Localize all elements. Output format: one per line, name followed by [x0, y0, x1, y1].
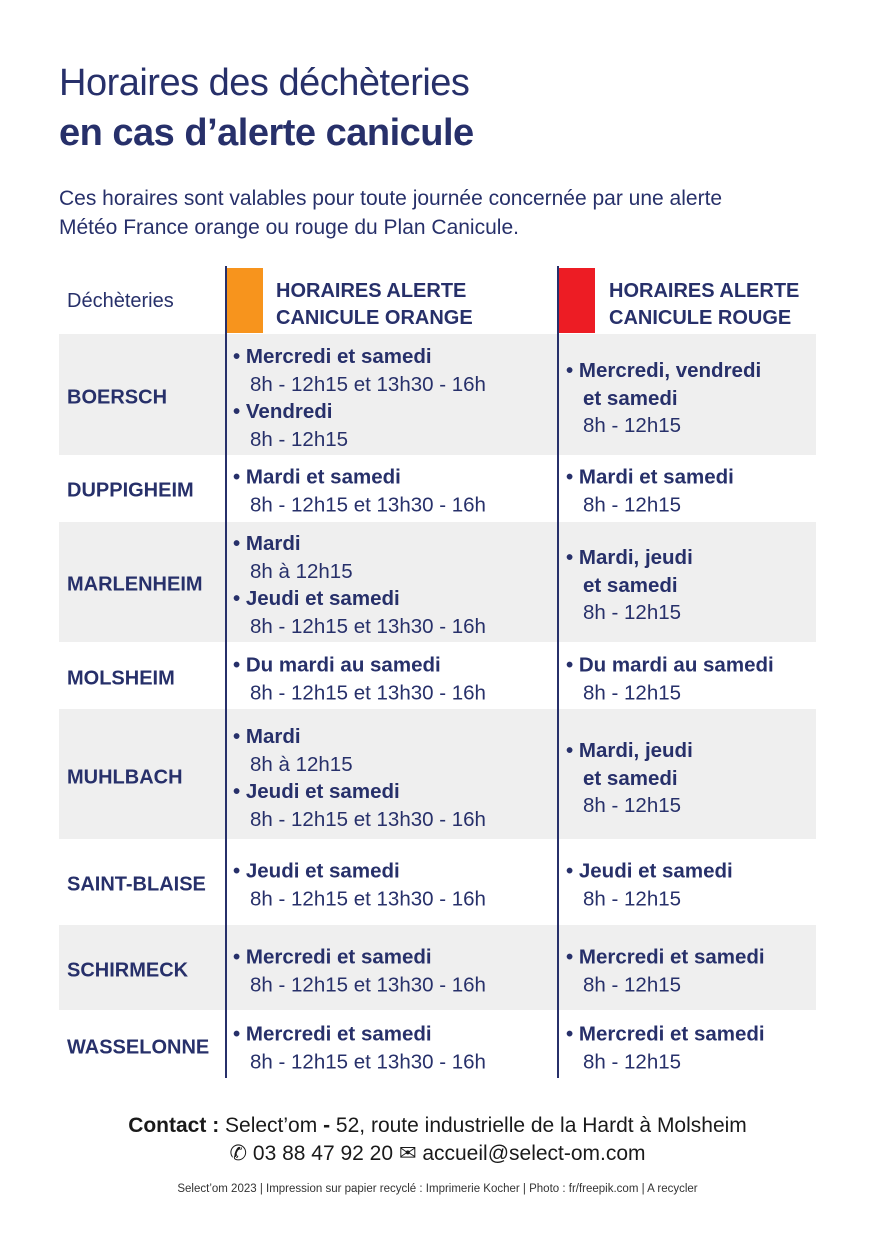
- contact-phone[interactable]: 03 88 47 92 20: [252, 1142, 394, 1165]
- table-row: [59, 709, 816, 839]
- schedule-hours: 8h - 12h15: [583, 681, 682, 704]
- page-title-line1: Horaires des déchèteries: [59, 62, 470, 104]
- column-divider: [557, 266, 559, 1078]
- schedule-hours: 8h - 12h15: [583, 793, 682, 817]
- schedule-cell-red: [566, 944, 765, 999]
- dechetterie-name: WASSELONNE: [67, 1036, 210, 1059]
- schedule-days: et samedi: [583, 386, 678, 410]
- schedule-cell-red: [566, 1021, 765, 1076]
- schedule-hours: 8h - 12h15: [583, 600, 682, 624]
- schedule-hours: 8h - 12h15: [250, 427, 349, 451]
- header-line: CANICULE ROUGE: [609, 307, 792, 329]
- schedule-cell-orange: [233, 1021, 486, 1076]
- table-row: [59, 1011, 816, 1077]
- schedule-cell-red: [566, 858, 733, 913]
- dechetterie-name: MOLSHEIM: [67, 667, 175, 690]
- intro-text: [59, 184, 819, 242]
- schedule-hours: 8h - 12h15 et 13h30 - 16h: [250, 887, 486, 910]
- schedule-hours: 8h - 12h15: [583, 887, 682, 910]
- contact-email[interactable]: accueil@select-om.com: [422, 1142, 646, 1165]
- schedule-cell-orange: [233, 652, 486, 707]
- column-label-dechetteries: Déchèteries: [67, 290, 174, 312]
- schedule-days: • Mardi, jeudi: [566, 737, 693, 765]
- schedule-days: • Mardi: [233, 530, 486, 558]
- header-line: HORAIRES ALERTE: [276, 280, 467, 302]
- header-line: HORAIRES ALERTE: [609, 280, 800, 302]
- schedule-days: • Du mardi au samedi: [566, 652, 774, 680]
- schedule-hours: 8h - 12h15 et 13h30 - 16h: [250, 681, 486, 704]
- schedule-cell-orange: [233, 723, 486, 833]
- schedule-hours: 8h - 12h15: [583, 973, 682, 996]
- schedule-days: • Mardi et samedi: [566, 464, 734, 492]
- red-alert-swatch: [559, 268, 595, 333]
- header-line: CANICULE ORANGE: [276, 307, 473, 329]
- dechetterie-name: DUPPIGHEIM: [67, 479, 194, 502]
- envelope-icon: ✉: [398, 1142, 417, 1165]
- contact-company: Select’om: [225, 1114, 318, 1137]
- table-row: [59, 522, 816, 642]
- schedule-cell-orange: [233, 530, 486, 640]
- schedule-cell-orange: [233, 464, 486, 519]
- schedule-cell-red: [566, 652, 774, 707]
- table-row: [59, 456, 816, 521]
- schedule-hours: 8h - 12h15 et 13h30 - 16h: [250, 807, 486, 831]
- schedule-cell-red: [566, 544, 693, 627]
- schedule-hours: 8h - 12h15 et 13h30 - 16h: [250, 1050, 486, 1073]
- schedule-hours: 8h - 12h15: [583, 1050, 682, 1073]
- schedule-days: • Jeudi et samedi: [233, 585, 486, 613]
- column-header-orange: [276, 278, 473, 332]
- schedule-days: • Mardi et samedi: [233, 464, 486, 492]
- contact-line: [0, 1112, 875, 1140]
- schedule-days: et samedi: [583, 766, 678, 790]
- schedule-cell-red: [566, 357, 761, 440]
- column-divider: [225, 266, 227, 1078]
- schedule-hours: 8h à 12h15: [250, 752, 353, 776]
- footer-credits: Select’om 2023 | Impression sur papier recyclé : Imprimerie Kocher | Photo : fr/freepik.com | A recycler: [177, 1183, 698, 1195]
- schedule-days: • Jeudi et samedi: [566, 858, 733, 886]
- dechetterie-name: MUHLBACH: [67, 766, 183, 789]
- schedule-days: • Mercredi, vendredi: [566, 357, 761, 385]
- contact-line: [0, 1140, 875, 1168]
- schedule-cell-red: [566, 464, 734, 519]
- schedule-days: • Mercredi et samedi: [566, 944, 765, 972]
- dechetterie-name: SCHIRMECK: [67, 959, 189, 982]
- intro-line: Ces horaires sont valables pour toute journée concernée par une alerte: [59, 187, 723, 210]
- schedule-days: • Mardi, jeudi: [566, 544, 693, 572]
- table-row: [59, 840, 816, 924]
- phone-icon: ✆: [229, 1142, 248, 1165]
- dechetterie-name: SAINT-BLAISE: [67, 873, 206, 896]
- schedule-days: • Du mardi au samedi: [233, 652, 486, 680]
- schedule-cell-orange: [233, 343, 486, 453]
- contact-address: 52, route industrielle de la Hardt à Molsheim: [335, 1114, 747, 1137]
- column-header-red: [609, 278, 799, 332]
- schedule-days: et samedi: [583, 573, 678, 597]
- schedule-hours: 8h - 12h15 et 13h30 - 16h: [250, 372, 486, 396]
- schedule-cell-orange: [233, 944, 486, 999]
- schedule-hours: 8h - 12h15: [583, 493, 682, 516]
- table-row: [59, 925, 816, 1010]
- schedule-hours: 8h - 12h15 et 13h30 - 16h: [250, 973, 486, 996]
- dechetterie-name: BOERSCH: [67, 386, 168, 409]
- schedule-hours: 8h à 12h15: [250, 559, 353, 583]
- schedule-hours: 8h - 12h15 et 13h30 - 16h: [250, 614, 486, 638]
- schedule-days: • Mardi: [233, 723, 486, 751]
- schedule-days: • Mercredi et samedi: [233, 944, 486, 972]
- schedule-hours: 8h - 12h15 et 13h30 - 16h: [250, 493, 486, 516]
- contact-block: [0, 1112, 875, 1168]
- schedule-days: • Jeudi et samedi: [233, 858, 486, 886]
- table-row: [59, 643, 816, 708]
- schedule-hours: 8h - 12h15: [583, 413, 682, 437]
- schedule-days: • Mercredi et samedi: [233, 343, 486, 371]
- page-title-line2: en cas d’alerte canicule: [59, 112, 474, 154]
- schedule-cell-red: [566, 737, 693, 820]
- table-header: [59, 266, 816, 333]
- schedule-days: • Mercredi et samedi: [233, 1021, 486, 1049]
- contact-label: Contact :: [128, 1114, 220, 1137]
- schedule-days: • Jeudi et samedi: [233, 778, 486, 806]
- intro-line: Météo France orange ou rouge du Plan Canicule.: [59, 216, 519, 239]
- contact-separator: -: [323, 1114, 331, 1137]
- table-row: [59, 334, 816, 455]
- orange-alert-swatch: [227, 268, 263, 333]
- dechetterie-name: MARLENHEIM: [67, 573, 203, 596]
- schedule-days: • Vendredi: [233, 398, 486, 426]
- schedule-days: • Mercredi et samedi: [566, 1021, 765, 1049]
- schedule-cell-orange: [233, 858, 486, 913]
